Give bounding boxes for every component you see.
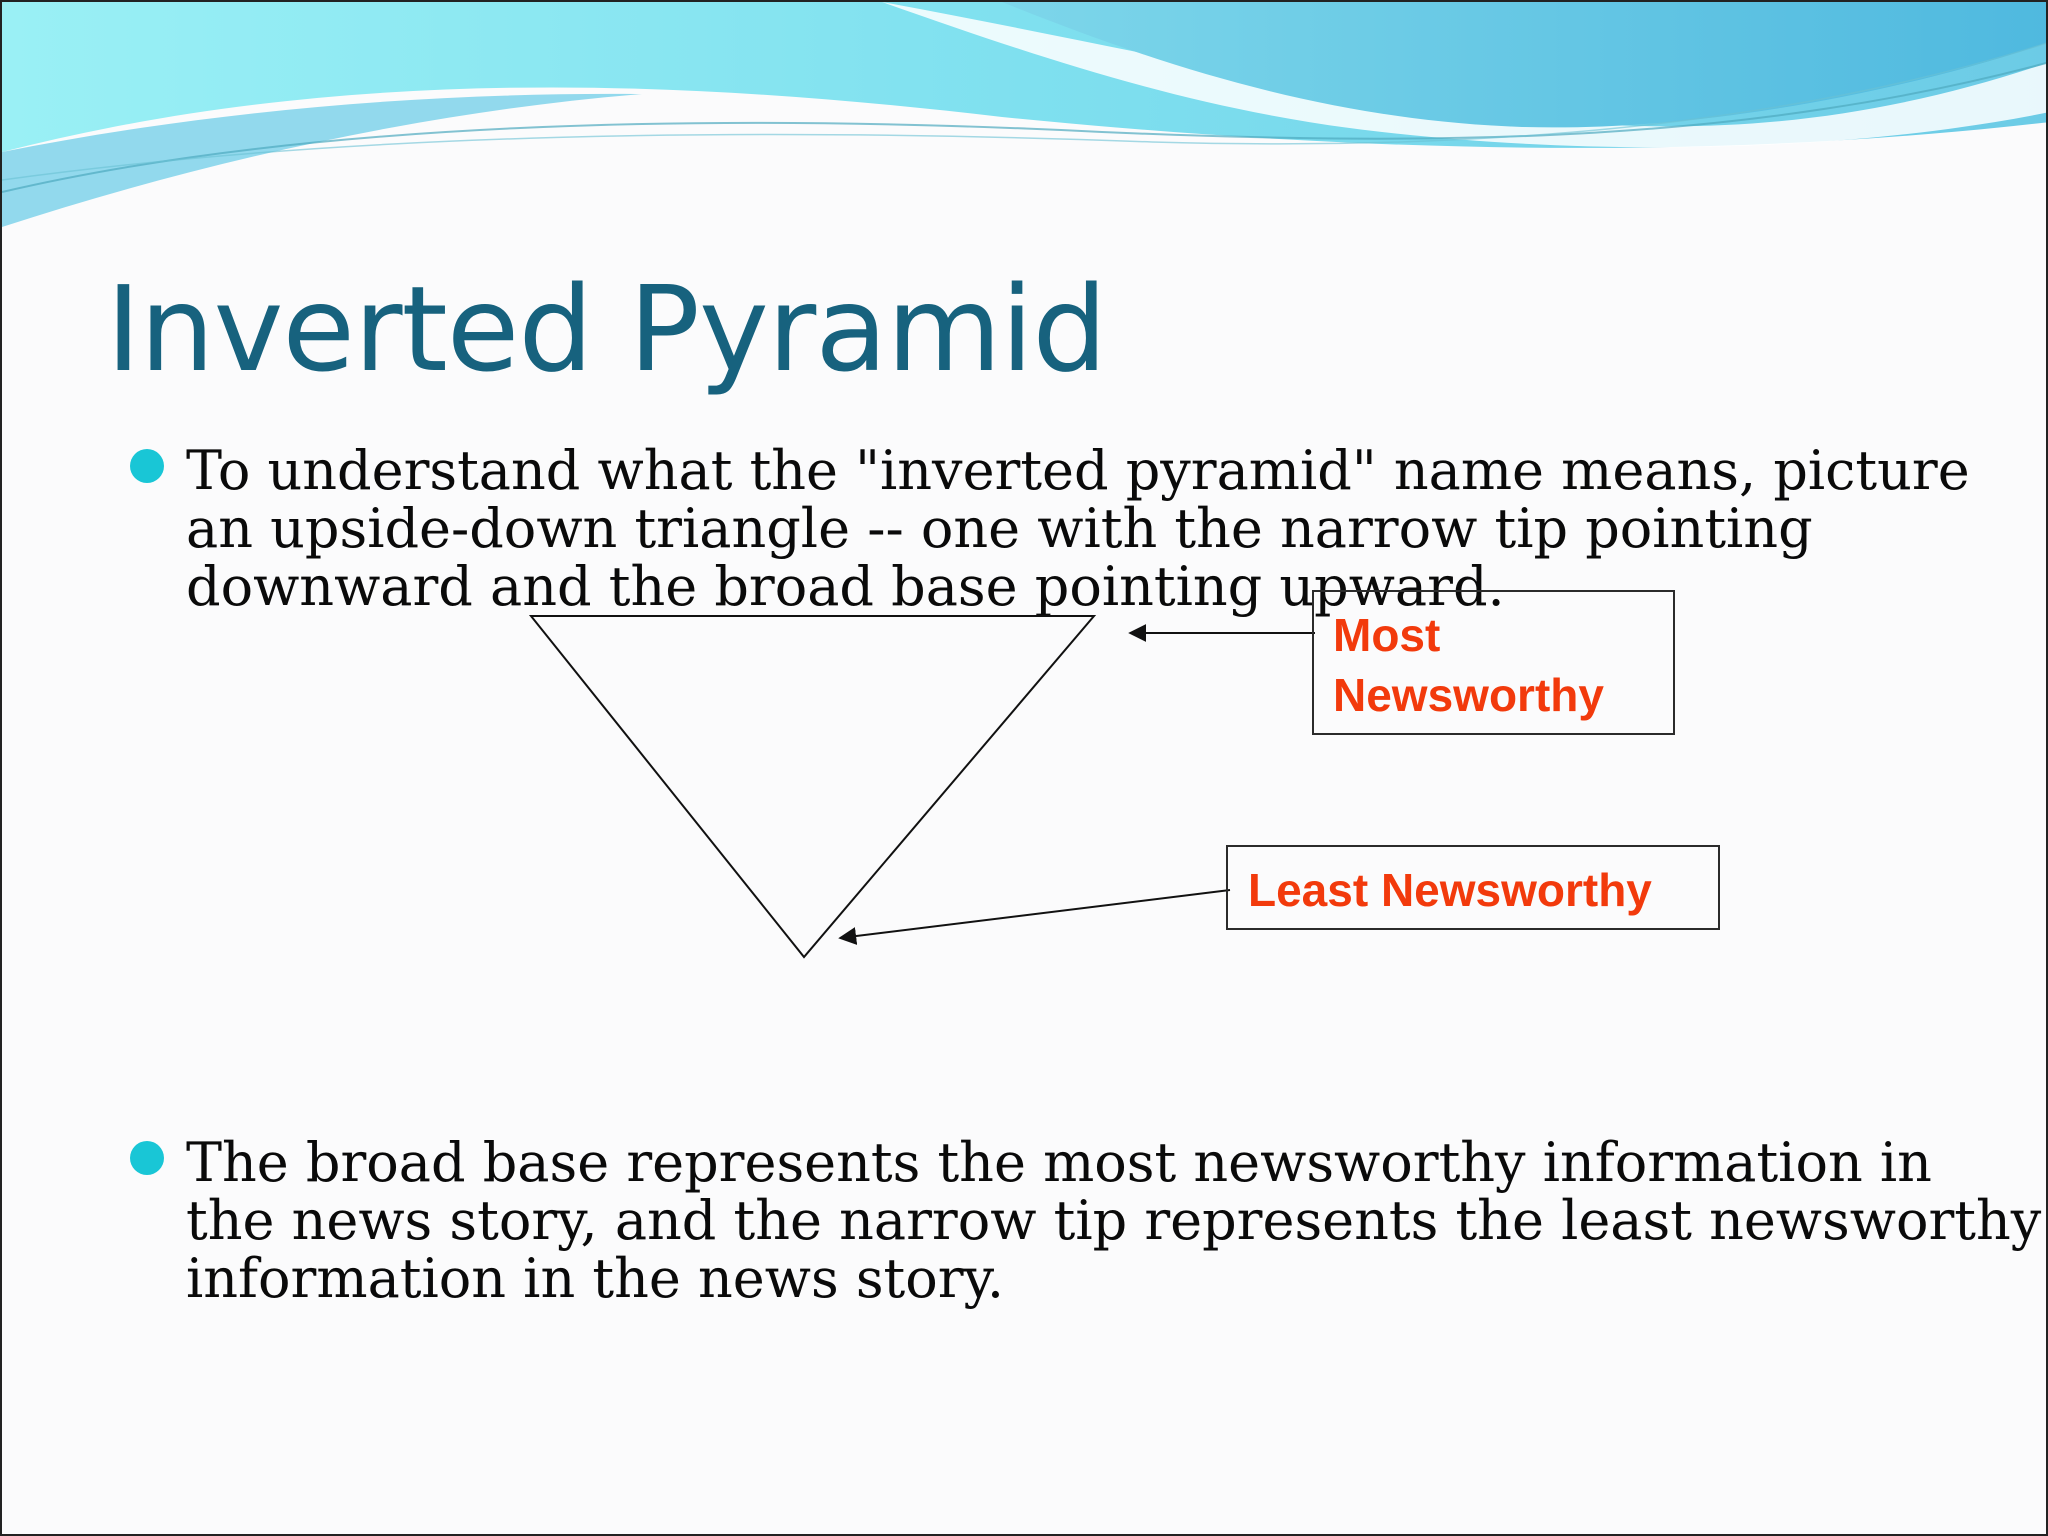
- bullet-2-line-2: the news story, and the narrow tip represents the least newsworthy: [186, 1189, 2042, 1252]
- most-newsworthy-line-1: Most: [1333, 609, 1441, 661]
- inverted-triangle: [531, 616, 1094, 957]
- bullet-2-line-3: information in the news story.: [186, 1247, 1005, 1310]
- least-newsworthy-label: Least Newsworthy: [1248, 864, 1652, 916]
- bullet-1-line-1: To understand what the "inverted pyramid" name means, picture: [186, 439, 1970, 502]
- bullet-2-line-1: The broad base represents the most newsworthy information in: [186, 1131, 1932, 1194]
- bullet-dot: [130, 1141, 164, 1175]
- most-newsworthy-label: [1333, 605, 1604, 725]
- bullet-1-line-2: an upside-down triangle -- one with the narrow tip pointing: [186, 497, 1813, 560]
- bullet-1-line-3: downward and the broad base pointing upward.: [186, 555, 1505, 618]
- bullet-text-2: [186, 1131, 2042, 1310]
- most-newsworthy-line-2: Newsworthy: [1333, 669, 1604, 721]
- page-title: Inverted Pyramid: [106, 260, 1107, 398]
- least-newsworthy-arrow: [840, 890, 1230, 938]
